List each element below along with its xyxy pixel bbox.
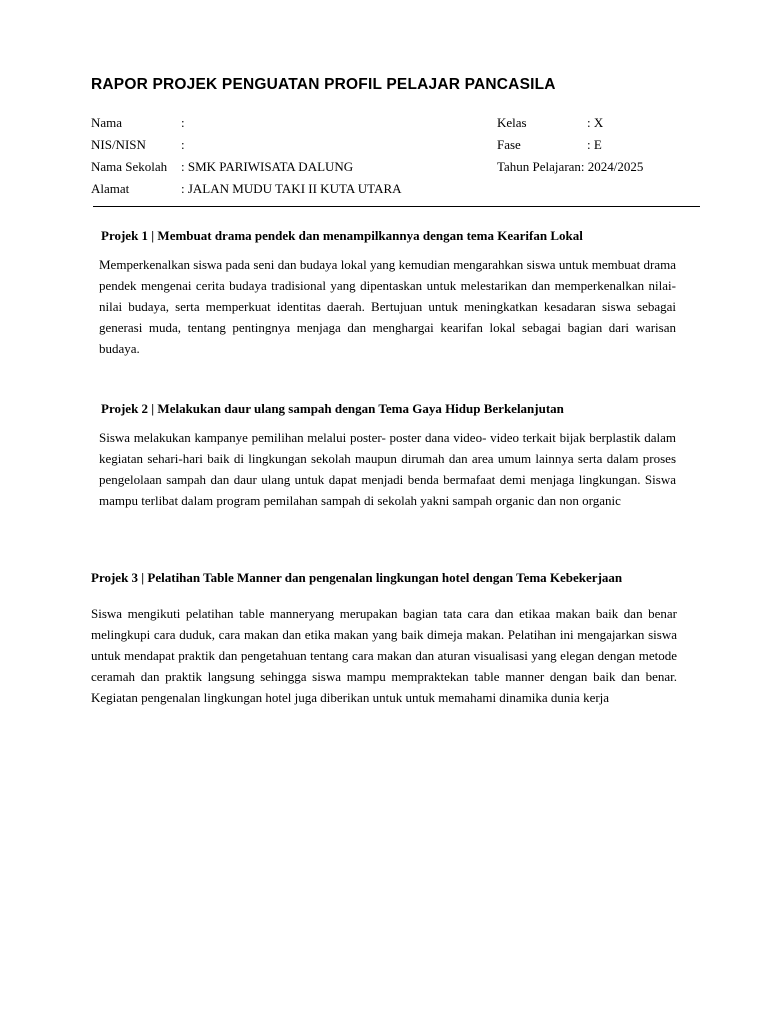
project-1-description: Memperkenalkan siswa pada seni dan budaya lokal yang kemudian mengarahkan siswa untuk membuat drama pendek mengenai cerita budaya tradisional yang dipentaskan untuk melestarikan dan memperkenalkan nilai-nilai budaya, serta memperkuat identitas daerah. Bertujuan untuk meningkatkan kesadaran siswa sebagai generasi muda, tentang pentingnya menjaga dan menghargai kearifan lokal sebagai bagian dari warisan budaya. <box>99 257 676 356</box>
academic-year: Tahun Pelajaran: 2024/2025 <box>497 159 644 174</box>
nis-value: : <box>181 137 185 152</box>
school-value: : SMK PARIWISATA DALUNG <box>181 159 354 174</box>
project-2-heading: Projek 2 | Melakukan daur ulang sampah dengan Tema Gaya Hidup Berkelanjutan <box>101 401 564 416</box>
address-value: : JALAN MUDU TAKI II KUTA UTARA <box>181 181 402 196</box>
school-label: Nama Sekolah <box>91 159 168 174</box>
name-value: : <box>181 115 185 130</box>
project-2-description: Siswa melakukan kampanye pemilihan melalui poster- poster dana video- video terkait bijak berplastik dalam kegiatan sehari-hari baik di lingkungan sekolah maupun dirumah dan area umum lainnya serta dalam proses pengelolaan sampah dan daur ulang untuk dapat menjadi benda bermafaat demi menjaga lingkungan. Siswa mampu terlibat dalam program pemilahan sampah di sekolah yakni sampah organic dan non organic <box>99 430 676 508</box>
project-3-heading: Projek 3 | Pelatihan Table Manner dan pengenalan lingkungan hotel dengan Tema Kebekerjaan <box>91 570 623 585</box>
name-label: Nama <box>91 115 123 130</box>
phase-value: : E <box>587 137 602 152</box>
address-label: Alamat <box>91 181 130 196</box>
project-1-heading: Projek 1 | Membuat drama pendek dan menampilkannya dengan tema Kearifan Lokal <box>101 228 583 243</box>
document-title: RAPOR PROJEK PENGUATAN PROFIL PELAJAR PANCASILA <box>91 76 556 93</box>
header-divider <box>93 206 700 207</box>
class-label: Kelas <box>497 115 527 130</box>
class-value: : X <box>587 115 604 130</box>
nis-label: NIS/NISN <box>91 137 146 152</box>
phase-label: Fase <box>497 137 521 152</box>
project-3-description: Siswa mengikuti pelatihan table manneryang merupakan bagian tata cara dan etikaa makan baik dan benar melingkupi cara duduk, cara makan dan etika makan yang baik dimeja makan. Pelatihan ini mengajarkan siswa untuk mendapat praktik dan pengetahuan tentang cara makan dan aturan visualisasi yang elegan dengan metode ceramah dan praktik langsung sehingga siswa mampu mempraktekan table manner dengan baik dan benar. Kegiatan pengenalan lingkungan hotel juga diberikan untuk untuk memahami dinamika dunia kerja <box>91 606 677 705</box>
